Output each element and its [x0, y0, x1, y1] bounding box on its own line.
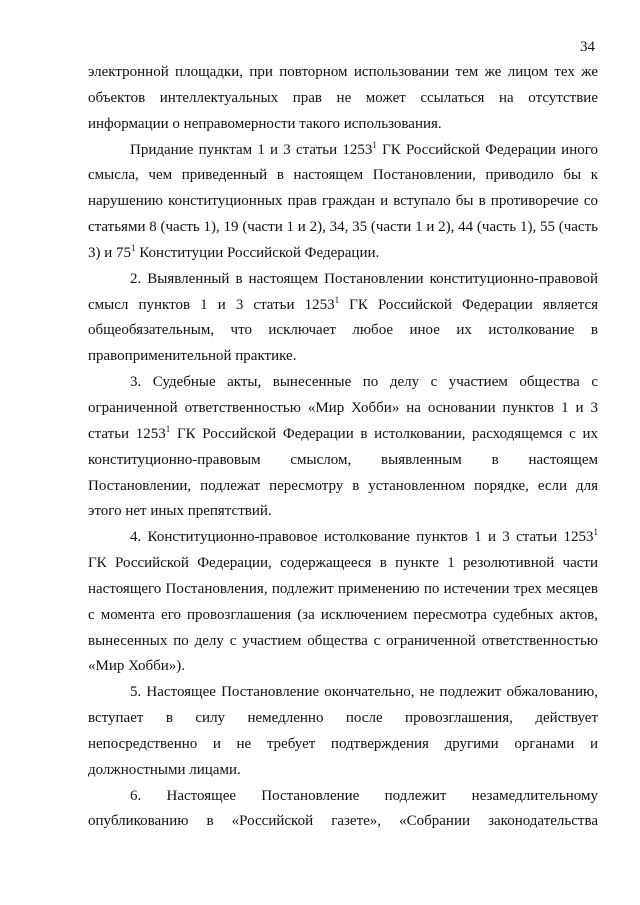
paragraph-item-5: [88, 680, 598, 783]
paragraph-text: Конституции Российской Федерации.: [135, 244, 380, 261]
paragraph-text: 3. Судебные акты, вынесенные по делу с участием общества с ограниченной ответственностью «Мир Хобби» на основании пунктов 1 и 3 статьи 1253: [88, 374, 598, 442]
superscript: 1: [593, 527, 598, 538]
superscript: 1: [131, 242, 136, 253]
paragraph-item-6: [88, 784, 598, 836]
paragraph-continuation: [88, 60, 598, 138]
paragraph-text: 5. Настоящее Постановление окончательно, не подлежит обжалованию, вступает в силу немедленно после провозглашения, действует непосредственно и не требует подтверждения другими органами и должностными лицами.: [88, 684, 598, 778]
superscript: 1: [372, 139, 377, 150]
document-body: [88, 60, 598, 835]
paragraph-text: 6. Настоящее Постановление подлежит незамедлительному опубликованию в «Российской газете», «Собрании законодательства: [88, 787, 598, 830]
paragraph-text: ГК Российской Федерации иного смысла, чем приведенный в настоящем Постановлении, приводило бы к нарушению конституционных прав граждан и вступало бы в противоречие со статьями 8 (часть 1), 19 (части 1 и 2), 34, 35 (части 1 и 2), 44 (часть 1), 55 (часть 3) и 75: [88, 141, 598, 261]
paragraph-constitutional-conflict: [88, 138, 598, 267]
paragraph-text: ГК Российской Федерации в истолковании, расходящемся с их конституционно-правовым смыслом, выявленным в настоящем Постановлении, подлежат пересмотру в установленном порядке, если для этого нет иных препятствий.: [88, 425, 598, 520]
paragraph-text: электронной площадки, при повторном использовании тем же лицом тех же объектов интеллектуальных прав не может ссылаться на отсутствие информации о неправомерности такого использования.: [88, 64, 598, 132]
paragraph-text: ГК Российской Федерации является общеобязательным, что исключает любое иное их истолкование в правоприменительной практике.: [88, 296, 598, 365]
paragraph-item-2: [88, 267, 598, 370]
paragraph-text: 4. Конституционно-правовое истолкование пунктов 1 и 3 статьи 1253: [130, 529, 594, 546]
superscript: 1: [165, 423, 171, 434]
paragraph-item-3: [88, 370, 598, 525]
page-number: 34: [580, 39, 595, 55]
paragraph-item-4: [88, 525, 598, 680]
paragraph-text: Придание пунктам 1 и 3 статьи 1253: [130, 141, 373, 158]
paragraph-text: 2. Выявленный в настоящем Постановлении конституционно-правовой смысл пунктов 1 и 3 статьи 1253: [88, 270, 598, 313]
superscript: 1: [334, 294, 340, 305]
paragraph-text: ГК Российской Федерации, содержащееся в пункте 1 резолютивной части настоящего Постановления, подлежит применению по истечении трех месяцев с момента его провозглашения (за исключением пересмотра судебных актов, вынесенных по делу с участием общества с ограниченной ответственностью «Мир Хобби»).: [88, 555, 598, 675]
